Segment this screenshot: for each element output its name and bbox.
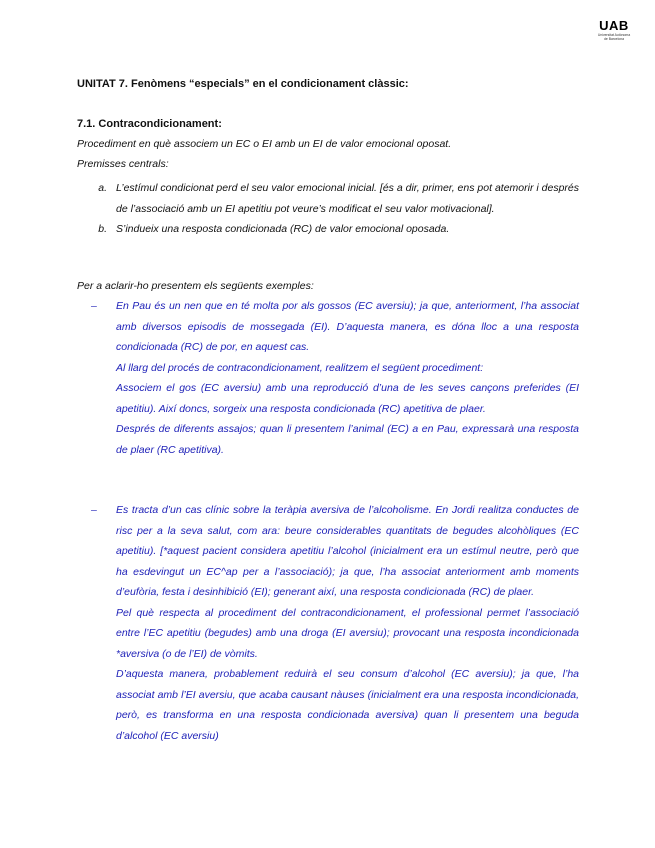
logo-subtitle-1: Universitat Autònoma — [597, 33, 631, 37]
premise-text: L’estímul condicionat perd el seu valor emocional inicial. [és a dir, primer, ens pot atemorir i després de l’associació amb un EI apetitiu pot veure’s modificat el seu valor motivacional]. — [116, 182, 579, 215]
example-2 — [77, 500, 579, 746]
premise-item — [77, 178, 579, 219]
premises-label: Premisses centrals: — [77, 158, 169, 170]
logo-subtitle-2: de Barcelona — [604, 37, 624, 41]
premise-marker: a. — [98, 182, 107, 194]
example-1 — [77, 296, 579, 460]
example-dash: – — [91, 300, 97, 312]
premise-text: S’indueix una resposta condicionada (RC) de valor emocional oposada. — [116, 223, 450, 235]
logo-mark: UAB — [599, 18, 629, 33]
example-paragraph: D’aquesta manera, probablement reduirà el seu consum d’alcohol (EC aversiu); ja que, l’ha associat amb l’EI aversiu, que acaba causant nàuses (inicialment era una resposta incondicionada, però, es transforma en una resposta condicionada aversiva) quan li presentem una beguda d’alcohol (EC aversiu) — [116, 668, 579, 742]
example-paragraph: Al llarg del procés de contracondicionament, realitzem el següent procediment: — [116, 361, 484, 374]
definition-text: Procediment en què associem un EC o EI amb un EI de valor emocional oposat. — [77, 138, 452, 150]
premise-item — [77, 219, 579, 240]
section-heading: 7.1. Contracondicionament: — [77, 118, 222, 130]
example-dash: – — [91, 504, 97, 516]
example-paragraph: En Pau és un nen que en té molta por als gossos (EC aversiu); ja que, anteriorment, l’ha associat amb diversos episodis de mossegada (EI). D’aquesta manera, es dóna lloc a una resposta condicionada (RC) de por, en aquest cas. — [116, 300, 579, 353]
example-paragraph: Després de diferents assajos; quan li presentem l’animal (EC) a en Pau, expressarà una resposta de plaer (RC apetitiva). — [116, 423, 579, 456]
examples-intro: Per a aclarir-ho presentem els següents exemples: — [77, 280, 314, 292]
premises-list — [77, 178, 579, 240]
unit-title: UNITAT 7. Fenòmens “especials” en el condicionament clàssic: — [77, 78, 409, 90]
premise-marker: b. — [98, 223, 107, 235]
example-paragraph: Associem el gos (EC aversiu) amb una reproducció d’una de les seves cançons preferides (EI apetitiu). Així doncs, sorgeix una resposta condicionada (RC) apetitiva de plaer. — [116, 382, 579, 415]
example-paragraph: Pel què respecta al procediment del contracondicionament, el professional permet l’associació entre l’EC apetitiu (begudes) amb una droga (EI aversiu); provocant una resposta incondicionada *aversiva (o de l’EI) de vòmits. — [116, 606, 579, 660]
university-logo — [592, 19, 636, 41]
example-paragraph: Es tracta d’un cas clínic sobre la teràpia aversiva de l’alcoholisme. En Jordi realitza conductes de risc per a la seva salut, com ara: beure considerables quantitats de begudes alcohòliques (EC apetitiu). [*aquest pacient considera apetitiu l’alcohol (inicialment era un estímul neutre, però que ha esdevingut un EC^ap per a l’associació); ja que, l’ha associat anteriorment amb moments d’eufòria, festa i desinhibició (EI); generant així, una resposta condicionada (RC) de plaer. — [116, 504, 579, 598]
